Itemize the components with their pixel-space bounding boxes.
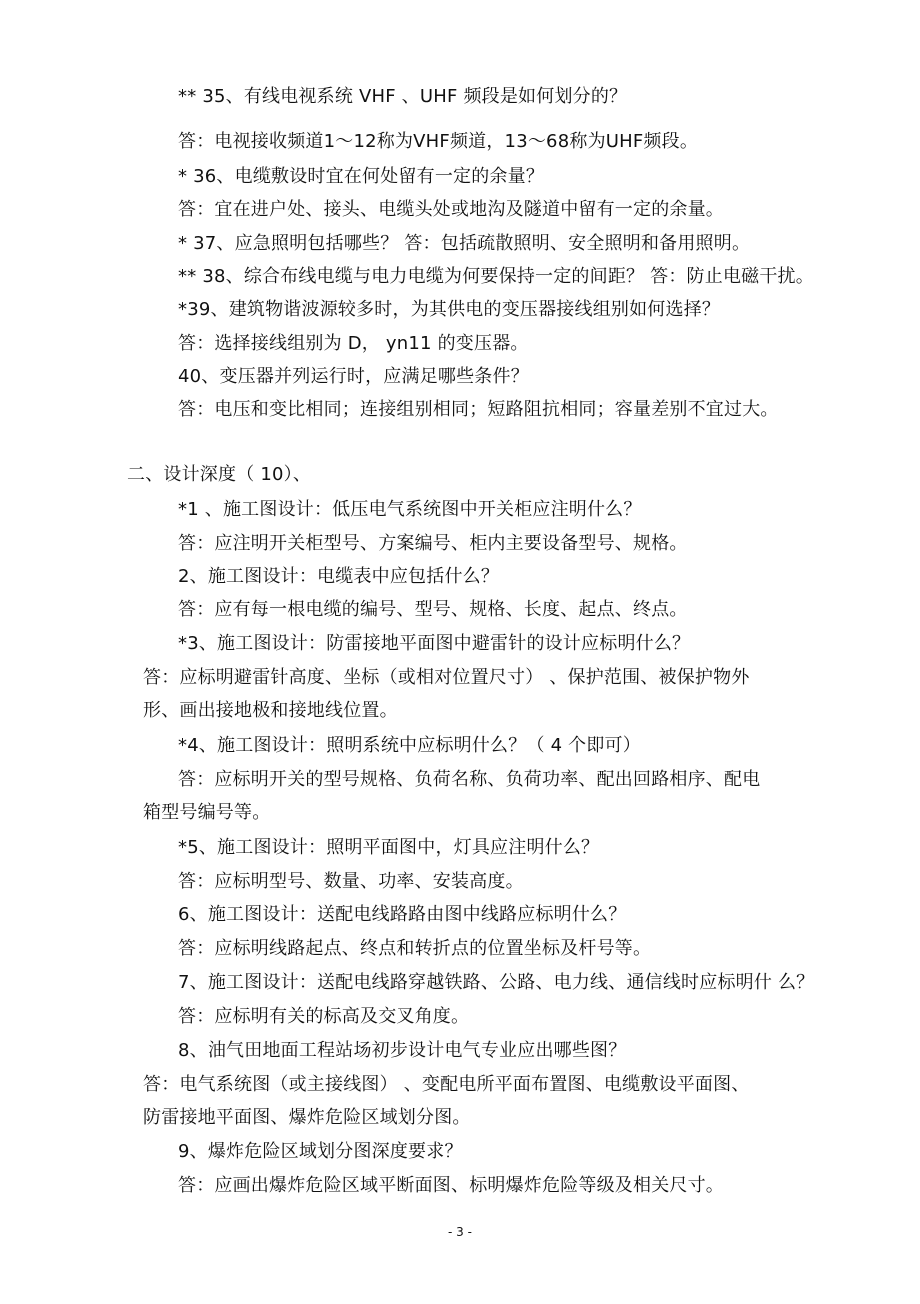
question-1: *1 、施工图设计：低压电气系统图中开关柜应注明什么？	[178, 499, 642, 520]
answer-39: 答：选择接线组别为 D， yn11 的变压器。	[178, 333, 529, 354]
answer-1: 答：应注明开关柜型号、方案编号、柜内主要设备型号、规格。	[178, 533, 688, 554]
answer-2: 答：应有每一根电缆的编号、型号、规格、长度、起点、终点。	[178, 599, 688, 620]
question-39: *39、建筑物谐波源较多时，为其供电的变压器接线组别如何选择？	[178, 299, 721, 320]
question-7: 7、施工图设计：送配电线路穿越铁路、公路、电力线、通信线时应标明什 么？	[178, 972, 815, 993]
answer-35: 答：电视接收频道1～12称为VHF频道，13～68称为UHF频段。	[178, 131, 699, 152]
answer-3-line-1: 答：应标明避雷针高度、坐标（或相对位置尺寸） 、保护范围、被保护物外	[143, 667, 750, 688]
section-heading: 二、设计深度（ 10）、	[127, 464, 312, 485]
answer-4-line-1: 答：应标明开关的型号规格、负荷名称、负荷功率、配出回路相序、配电	[178, 769, 761, 790]
question-35: ** 35、有线电视系统 VHF 、UHF 频段是如何划分的？	[178, 86, 628, 107]
question-38: ** 38、综合布线电缆与电力电缆为何要保持一定的间距？ 答：防止电磁干扰。	[178, 266, 814, 287]
answer-4-line-2: 箱型号编号等。	[143, 802, 271, 823]
question-8: 8、油气田地面工程站场初步设计电气专业应出哪些图？	[178, 1040, 627, 1061]
question-4: *4、施工图设计：照明系统中应标明什么？（ 4 个即可）	[178, 735, 641, 756]
question-40: 40、变压器并列运行时，应满足哪些条件？	[178, 366, 529, 387]
answer-9: 答：应画出爆炸危险区域平断面图、标明爆炸危险等级及相关尺寸。	[178, 1175, 724, 1196]
question-3: *3、施工图设计：防雷接地平面图中避雷针的设计应标明什么？	[178, 633, 691, 654]
answer-40: 答：电压和变比相同；连接组别相同；短路阻抗相同；容量差别不宜过大。	[178, 399, 779, 420]
question-37: * 37、应急照明包括哪些？ 答：包括疏散照明、安全照明和备用照明。	[178, 233, 751, 254]
answer-3-line-2: 形、画出接地极和接地线位置。	[143, 700, 398, 721]
question-9: 9、爆炸危险区域划分图深度要求？	[178, 1141, 463, 1162]
question-36: * 36、电缆敷设时宜在何处留有一定的余量？	[178, 166, 545, 187]
answer-8-line-2: 防雷接地平面图、爆炸危险区域划分图。	[143, 1107, 471, 1128]
answer-36: 答：宜在进户处、接头、电缆头处或地沟及隧道中留有一定的余量。	[178, 199, 724, 220]
question-5: *5、施工图设计：照明平面图中，灯具应注明什么？	[178, 837, 600, 858]
answer-8-line-1: 答：电气系统图（或主接线图） 、变配电所平面布置图、电缆敷设平面图、	[143, 1074, 750, 1095]
answer-7: 答：应标明有关的标高及交叉角度。	[178, 1006, 470, 1027]
question-6: 6、施工图设计：送配电线路路由图中线路应标明什么？	[178, 904, 627, 925]
page-number: - 3 -	[448, 1225, 472, 1239]
answer-6: 答：应标明线路起点、终点和转折点的位置坐标及杆号等。	[178, 938, 652, 959]
question-2: 2、施工图设计：电缆表中应包括什么？	[178, 566, 500, 587]
answer-5: 答：应标明型号、数量、功率、安装高度。	[178, 871, 524, 892]
